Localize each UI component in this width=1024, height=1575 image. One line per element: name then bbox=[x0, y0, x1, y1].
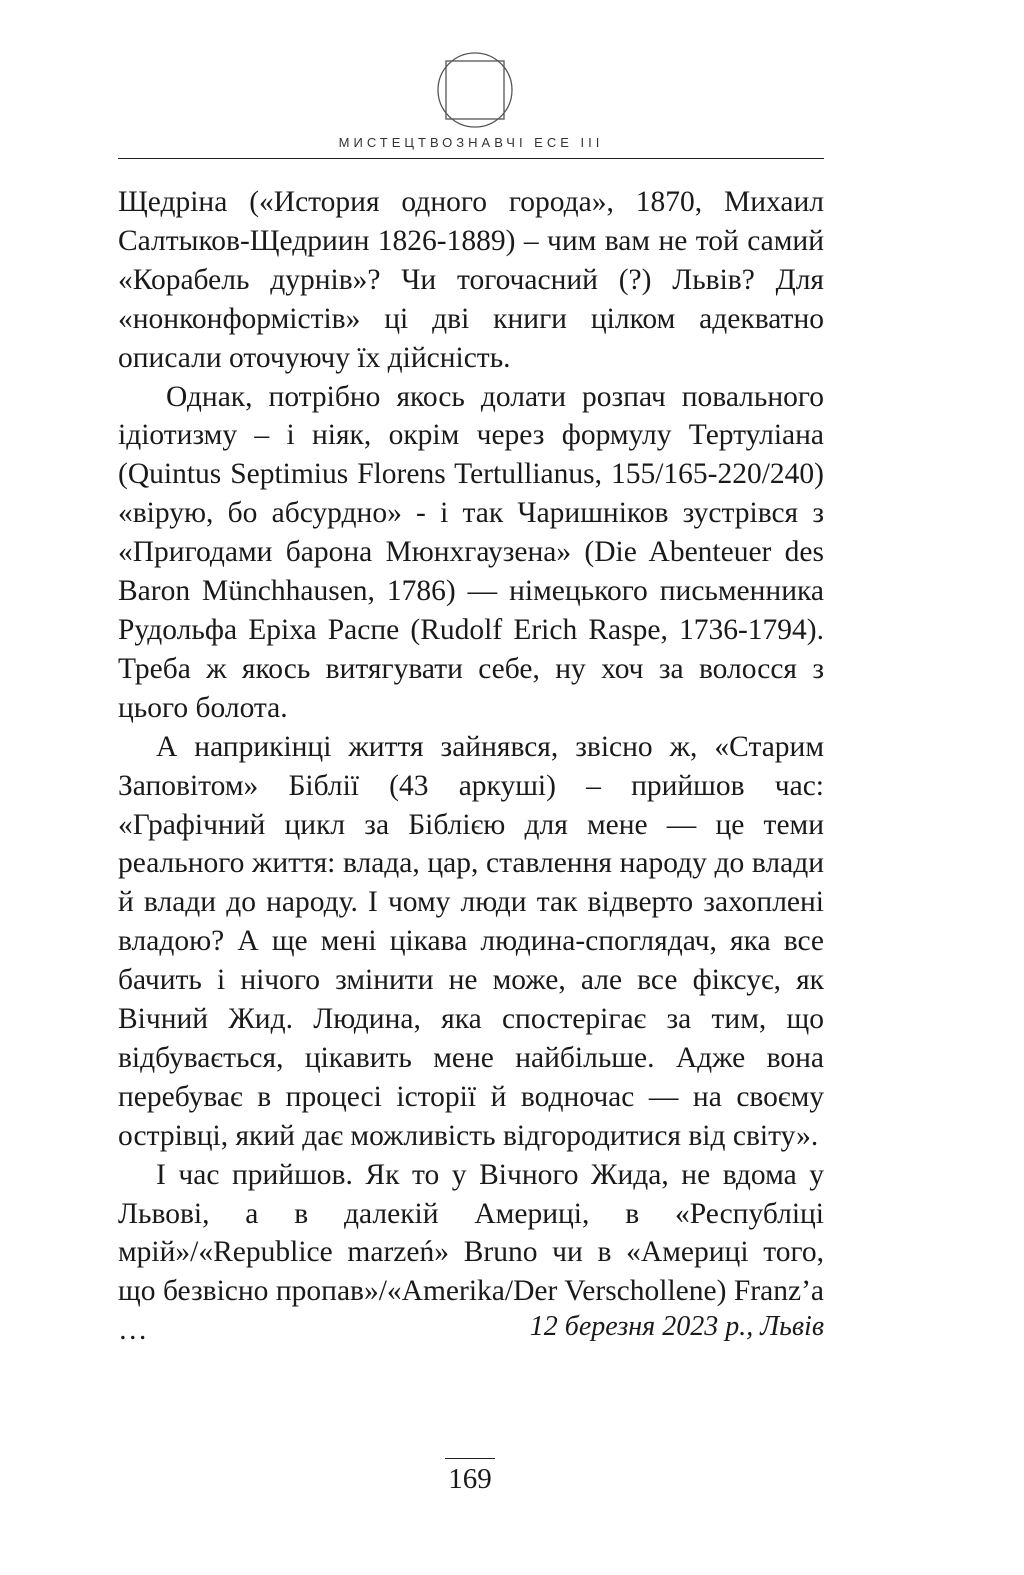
page-number: 169 bbox=[445, 1458, 495, 1496]
paragraph-3: А наприкінці життя зайнявся, звісно ж, «Старим Заповітом» Біблії (43 аркуші) – прийшов час: «Графічний цикл за Біблією для мене — це теми реального життя: влада, цар, ставлення народу до влади й влади до народу. І чому люди так відверто захоплені владою? А ще мені цікава людина-споглядач, яка все бачить і нічого змінити не може, але все фіксує, як Вічний Жид. Людина, яка спостерігає за тим, що відбувається, цікавить мене найбільше. Адже вона перебуває в процесі історії й водночас — на своєму острівці, який дає можливість відгородитися від світу». bbox=[118, 730, 824, 1152]
date-place-signature: 12 березня 2023 р., Львів bbox=[529, 1311, 824, 1342]
main-text bbox=[118, 183, 824, 1350]
header-divider bbox=[118, 158, 824, 159]
paragraph-2: Однак, потрібно якось долати розпач повального ідіотизму – і ніяк, окрім через формулу Тертуліана (Quintus Septimius Florens Tertullianus, 155/165-220/240) «вірую, бо абсурдно» - і так Чаришніков зустрівся з «Пригодами барона Мюнхгаузена» (Die Abenteuer des Baron Münchhausen, 1786) — німецького письменника Рудольфа Еріха Распе (Rudolf Erich Raspe, 1736-1794). Треба ж якось витягувати себе, ну хоч за волосся з цього болота. bbox=[118, 380, 824, 724]
circle-square-emblem-icon bbox=[435, 50, 515, 130]
paragraph-4: І час прийшов. Як то у Вічного Жида, не вдома у Львові, а в далекій Америці, в «Республіці мрій»/«Republice marzeń» Bruno чи в «Америці того, що безвісно пропав»/«Amerika/Der Verschollene) Franz’a … bbox=[118, 1158, 824, 1347]
running-head-title: МИСТЕЦТВОЗНАВЧІ ЕСЕ III bbox=[338, 135, 604, 150]
paragraph-1: Щедріна («История одного города», 1870, Михаил Салтыков-Щедриин 1826-1889) – чим вам не той самий «Корабель дурнів»? Чи тогочасний (?) Львів? Для «нонконформістів» ці дві книги цілком адекватно описали оточуючу їх дійсність. bbox=[118, 186, 824, 374]
